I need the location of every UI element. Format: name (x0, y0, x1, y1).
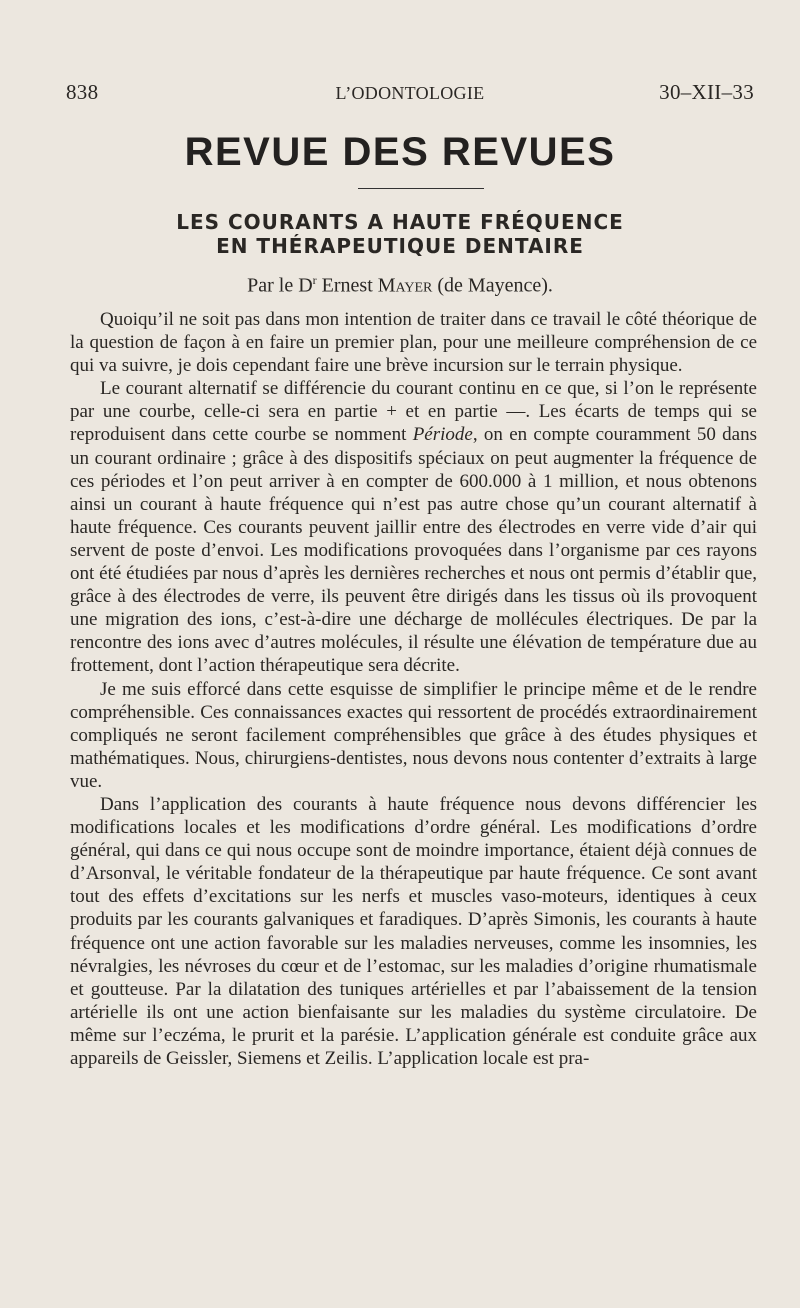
article-body (70, 308, 757, 1070)
paragraph-3: Je me suis efforcé dans cette esquisse de simplifier le principe même et de le rendre compréhensible. Ces connaissances exactes qui ressortent de procédés extraordinairement compliqués ne seront facilement compréhensibles que grâce à des études physiques et mathématiques. Nous, chirurgiens-dentistes, nous devons nous contenter d’extraits à large vue. (70, 678, 757, 792)
term-periode: Période (412, 424, 473, 446)
journal-name: L’ODONTOLOGIE (335, 83, 485, 103)
paragraph-1: Quoiqu’il ne soit pas dans mon intention de traiter dans ce travail le côté théorique de la question de façon à en faire un premier plan, pour une meilleure compréhension de ce qui va suivre, je dois cependant faire une brève incursion sur le terrain physique. (70, 309, 757, 377)
paragraph-4: Dans l’application des courants à haute fréquence nous devons différencier les modifications locales et les modifications d’ordre général. Les modifications d’ordre général, qui dans ce qui nous occupe sont de moindre importance, étaient déjà connues de d’Arsonval, le véritable fondateur de la thérapeutique par haute fréquence. Ce sont avant tout des effets d’excitations sur les nerfs et muscles vaso-moteurs, identiques à ceux produits par les courants galvaniques et faradiques. D’après Simonis, les courants à haute fréquence ont une action favorable sur les maladies nerveuses, comme les insomnies, les névralgies, les névroses du cœur et de l’estomac, sur les maladies d’origine rhumatismale et goutteuse. Par la dilatation des tuniques artérielles et par l’abaissement de la tension artérielle ils ont une action bienfaisante sur les maladies du système circulatoire. De même sur l’eczéma, le prurit et la parésie. L’application générale est conduite grâce aux appareils de Geissler, Siemens et Zeilis. L’application locale est pra- (70, 793, 757, 1069)
byline-title-superscript: r (312, 273, 317, 287)
issue-date: 30–XII–33 (659, 80, 754, 104)
article-title-line-1: LES COURANTS A HAUTE FRÉQUENCE (176, 210, 624, 234)
paragraph-2-text-start: Le courant alternatif se différencie du courant continu en ce que, si l’on le représente par une courbe, celle-ci sera en partie + et en partie —. Les écarts de temps qui se reproduisent dans cette courbe se nomment (70, 378, 757, 446)
paragraph-2-text-end: , on en compte couramment 50 dans un courant ordinaire ; grâce à des dispositifs spéciaux on peut augmenter la fréquence de ces périodes et l’on peut arriver à en compter de 600.000 à 1 million, et nous obtenons ainsi un courant à haute fréquence qui n’est pas autre chose qu’un courant alternatif à haute fréquence. Ces courants peuvent jaillir entre des électrodes en verre vide d’air qui servent de poste d’envoi. Les modifications provoquées dans l’organisme par ces rayons ont été étudiées par nous d’après les dernières recherches et nous ont permis d’établir que, grâce à des électrodes de verre, ils peuvent être dirigés dans les tissus où ils provoquent une migration des ions, c’est-à-dire une décharge de mollécules électriques. De par la rencontre des ions avec d’autres molécules, il résulte une élévation de température due au frottement, dont l’action thérapeutique sera décrite. (70, 424, 757, 677)
byline (0, 273, 800, 298)
running-head (66, 80, 754, 110)
page-number: 838 (66, 80, 99, 104)
byline-prefix: Par le D (247, 274, 313, 297)
author-first-name: Ernest (321, 274, 373, 297)
paragraph-2 (70, 377, 757, 677)
section-title: REVUE DES REVUES (184, 130, 616, 174)
author-affiliation: (de Mayence). (437, 274, 553, 297)
title-divider (358, 188, 484, 189)
article-title-line-2: EN THÉRAPEUTIQUE DENTAIRE (216, 234, 584, 258)
article-title (0, 210, 800, 258)
author-surname: Mayer (377, 274, 433, 297)
